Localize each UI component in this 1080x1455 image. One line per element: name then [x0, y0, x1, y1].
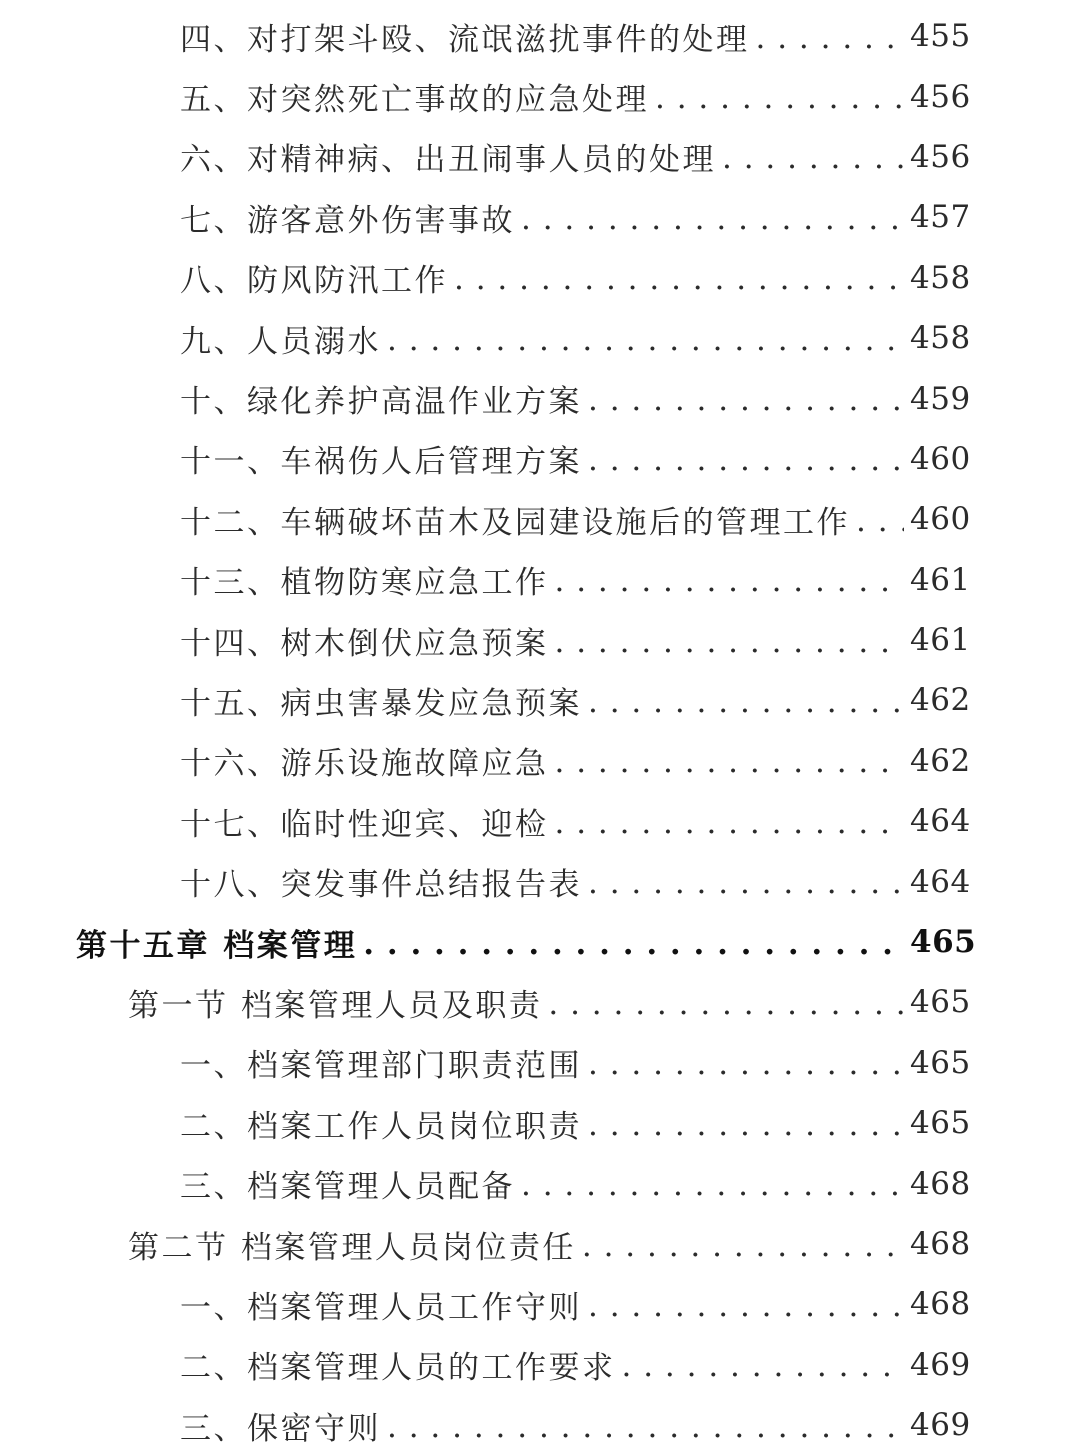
toc-page-number: 461 — [910, 622, 971, 659]
toc-entry-title: 六、对精神病、出丑闹事人员的处理 — [180, 142, 716, 179]
toc-page-number: 468 — [910, 1226, 971, 1262]
toc-page-number: 465 — [910, 1105, 971, 1142]
toc-entry-title: 五、对突然死亡事故的应急处理 — [180, 82, 649, 119]
toc-item-entry — [0, 308, 1080, 368]
toc-item-entry — [0, 248, 1080, 308]
toc-entry-title: 九、人员溺水 — [180, 323, 381, 360]
toc-entry-title: 十三、植物防寒应急工作 — [180, 565, 549, 602]
toc-entry-title: 十四、树木倒伏应急预案 — [180, 625, 549, 662]
toc-dot-leader — [588, 445, 904, 476]
toc-entry-title: 十六、游乐设施故障应急 — [180, 746, 549, 783]
toc-page-number: 469 — [910, 1346, 971, 1383]
toc-item-entry — [0, 1395, 1080, 1455]
toc-item-entry — [0, 610, 1080, 670]
toc-section-entry — [0, 1214, 1080, 1274]
toc-page-number: 457 — [910, 199, 971, 236]
toc-item-entry — [0, 670, 1080, 730]
toc-item-entry — [0, 368, 1080, 428]
toc-dot-leader — [555, 808, 905, 839]
toc-page-number: 461 — [910, 561, 971, 598]
toc-dot-leader — [555, 747, 905, 778]
toc-entry-title: 十八、突发事件总结报告表 — [180, 867, 582, 904]
toc-dot-leader — [454, 264, 904, 295]
toc-dot-leader — [588, 868, 904, 899]
toc-item-entry — [0, 1033, 1080, 1093]
toc-chapter-entry — [0, 912, 1080, 972]
toc-dot-leader — [856, 506, 904, 537]
toc-page-number: 462 — [910, 742, 971, 779]
toc-dot-leader — [555, 627, 905, 658]
toc-item-entry — [0, 489, 1080, 549]
toc-entry-title: 一、档案管理人员工作守则 — [180, 1289, 582, 1326]
toc-entry-title: 十一、车祸伤人后管理方案 — [180, 444, 582, 481]
toc-item-entry — [0, 550, 1080, 610]
toc-entry-title: 四、对打架斗殴、流氓滋扰事件的处理 — [180, 21, 750, 58]
toc-page-number: 458 — [910, 259, 971, 296]
toc-item-entry — [0, 429, 1080, 489]
toc-dot-leader — [756, 23, 905, 54]
toc-page-number: 455 — [910, 18, 971, 55]
toc-page-number: 464 — [910, 803, 971, 840]
toc-dot-leader — [622, 1351, 905, 1382]
toc-entry-title: 七、游客意外伤害事故 — [180, 202, 515, 239]
toc-page-number: 464 — [910, 863, 971, 900]
toc-item-entry — [0, 1335, 1080, 1395]
toc-page-number: 468 — [910, 1286, 971, 1323]
toc-entry-title: 第十五章 档案管理 — [76, 927, 358, 964]
toc-dot-leader — [555, 566, 905, 597]
toc-dot-leader — [387, 1412, 904, 1443]
toc-entry-title: 三、档案管理人员配备 — [180, 1169, 515, 1206]
toc-page-number: 460 — [910, 440, 971, 477]
toc-page-number: 460 — [910, 501, 971, 538]
toc-dot-leader — [521, 1170, 904, 1201]
toc-item-entry — [0, 127, 1080, 187]
toc-item-entry — [0, 1274, 1080, 1334]
toc-item-entry — [0, 187, 1080, 247]
toc-dot-leader — [548, 989, 904, 1020]
toc-entry-title: 三、保密守则 — [180, 1410, 381, 1447]
toc-item-entry — [0, 851, 1080, 911]
toc-item-entry — [0, 66, 1080, 126]
toc-entry-title: 十七、临时性迎宾、迎检 — [180, 806, 549, 843]
toc-dot-leader — [588, 687, 904, 718]
toc-entry-title: 二、档案管理人员的工作要求 — [180, 1350, 616, 1387]
toc-page-number: 458 — [910, 320, 971, 357]
toc-page-number: 456 — [910, 78, 971, 115]
toc-item-entry — [0, 731, 1080, 791]
toc-entry-title: 十五、病虫害暴发应急预案 — [180, 685, 582, 722]
toc-dot-leader — [387, 325, 904, 356]
toc-entry-title: 一、档案管理部门职责范围 — [180, 1048, 582, 1085]
toc-entry-title: 第一节 档案管理人员及职责 — [128, 987, 543, 1024]
toc-entry-title: 十、绿化养护高温作业方案 — [180, 384, 582, 421]
toc-dot-leader — [582, 1231, 904, 1262]
toc-item-entry — [0, 6, 1080, 66]
toc-dot-leader — [655, 83, 904, 114]
toc-entry-title: 十二、车辆破坏苗木及园建设施后的管理工作 — [180, 504, 850, 541]
toc-page-number: 456 — [910, 138, 971, 175]
toc-page-number: 468 — [910, 1165, 971, 1202]
toc-dot-leader — [521, 204, 904, 235]
toc-page-number: 465 — [910, 984, 971, 1021]
toc-page-number: 465 — [910, 924, 977, 961]
toc-dot-leader — [588, 1049, 904, 1080]
toc-dot-leader — [363, 929, 904, 960]
toc-entry-title: 第二节 档案管理人员岗位责任 — [128, 1229, 576, 1266]
toc-item-entry — [0, 1093, 1080, 1153]
toc-page-number: 469 — [910, 1407, 971, 1444]
toc-item-entry — [0, 791, 1080, 851]
toc-page-number: 462 — [910, 682, 971, 719]
toc-dot-leader — [722, 143, 904, 174]
toc-section-entry — [0, 972, 1080, 1032]
toc-dot-leader — [588, 385, 904, 416]
toc-dot-leader — [588, 1110, 904, 1141]
toc-item-entry — [0, 1153, 1080, 1213]
toc-entry-title: 八、防风防汛工作 — [180, 263, 448, 300]
table-of-contents — [0, 6, 1080, 1455]
toc-page-number: 465 — [910, 1044, 971, 1081]
toc-entry-title: 二、档案工作人员岗位职责 — [180, 1108, 582, 1145]
toc-dot-leader — [588, 1291, 904, 1322]
toc-page-number: 459 — [910, 380, 971, 417]
